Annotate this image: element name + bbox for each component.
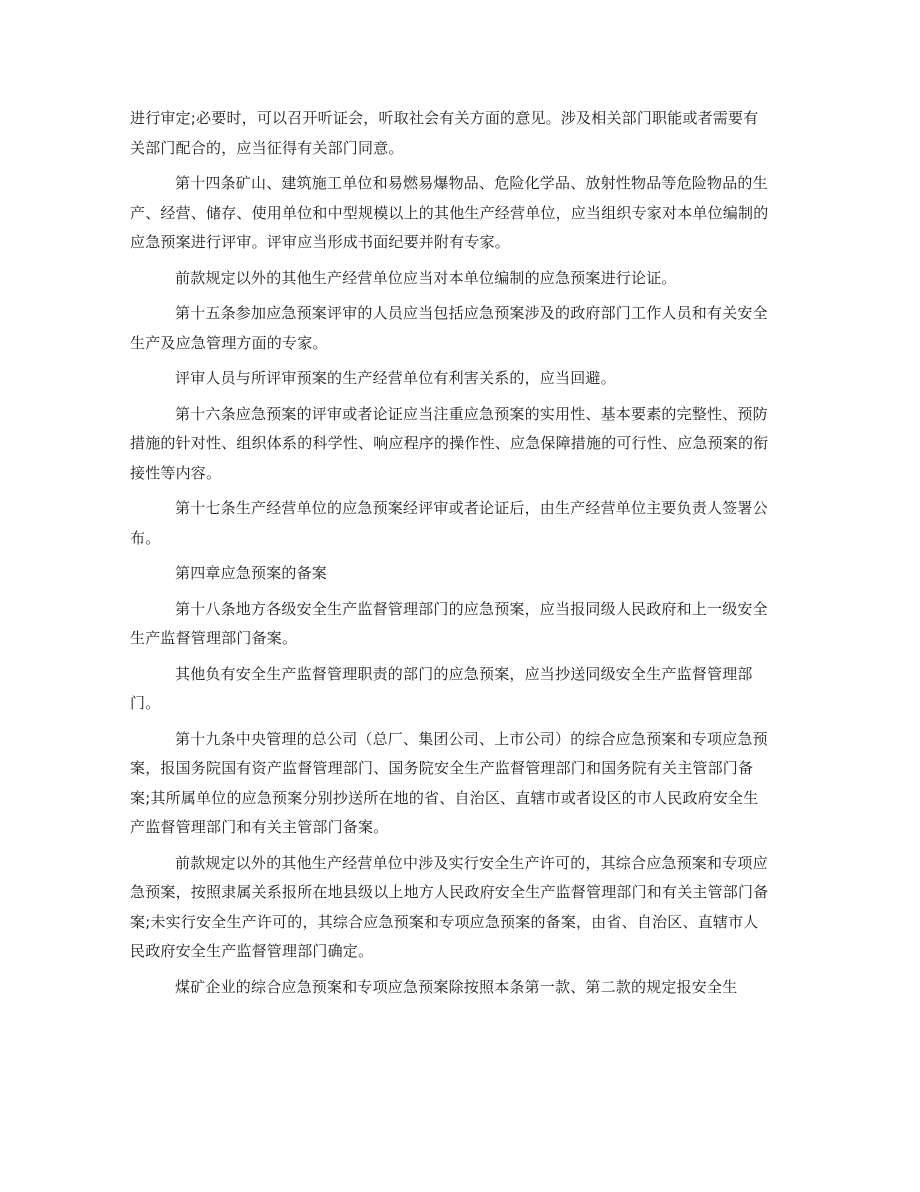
paragraph-article-19: 第十九条中央管理的总公司（总厂、集团公司、上市公司）的综合应急预案和专项应急预案，报国务院国有资产监督管理部门、国务院安全生产监督管理部门和国务院有关主管部门备案;其所属单位的应急预案分别抄送所在地的省、自治区、直辖市或者设区的市人民政府安全生产监督管理部门和有关主管部门备案。 <box>130 729 768 836</box>
paragraph-article-17: 第十七条生产经营单位的应急预案经评审或者论证后，由生产经营单位主要负责人签署公布。 <box>130 499 768 547</box>
paragraph-article-14: 第十四条矿山、建筑施工单位和易燃易爆物品、危险化学品、放射性物品等危险物品的生产、经营、储存、使用单位和中型规模以上的其他生产经营单位，应当组织专家对本单位编制的应急预案进行评审。评审应当形成书面纪要并附有专家。 <box>130 174 769 251</box>
paragraph: 前款规定以外的其他生产经营单位应当对本单位编制的应急预案进行论证。 <box>175 268 677 287</box>
paragraph-article-15: 第十五条参加应急预案评审的人员应当包括应急预案涉及的政府部门工作人员和有关安全生产及应急管理方面的专家。 <box>130 304 768 352</box>
paragraph-article-16: 第十六条应急预案的评审或者论证应当注重应急预案的实用性、基本要素的完整性、预防措施的针对性、组织体系的科学性、响应程序的操作性、应急保障措施的可行性、应急预案的衔接性等内容。 <box>130 404 769 482</box>
paragraph: 煤矿企业的综合应急预案和专项应急预案除按照本条第一款、第二款的规定报安全生 <box>175 977 738 996</box>
paragraph-article-18: 第十八条地方各级安全生产监督管理部门的应急预案，应当报同级人民政府和上一级安全生产监督管理部门备案。 <box>130 599 768 647</box>
chapter-heading: 第四章应急预案的备案 <box>175 564 328 582</box>
paragraph: 进行审定;必要时，可以召开听证会，听取社会有关方面的意见。涉及相关部门职能或者需要有关部门配合的，应当征得有关部门同意。 <box>130 109 759 157</box>
paragraph: 评审人员与所评审预案的生产经营单位有利害关系的，应当回避。 <box>175 369 616 387</box>
document-body <box>130 104 770 1008</box>
paragraph: 前款规定以外的其他生产经营单位中涉及实行安全生产许可的，其综合应急预案和专项应急预案，按照隶属关系报所在地县级以上地方人民政府安全生产监督管理部门和有关主管部门备案;未实行安全生产许可的，其综合应急预案和专项应急预案的备案，由省、自治区、直辖市人民政府安全生产监督管理部门确定。 <box>130 853 769 960</box>
paragraph: 其他负有安全生产监督管理职责的部门的应急预案，应当抄送同级安全生产监督管理部门。 <box>130 664 753 712</box>
